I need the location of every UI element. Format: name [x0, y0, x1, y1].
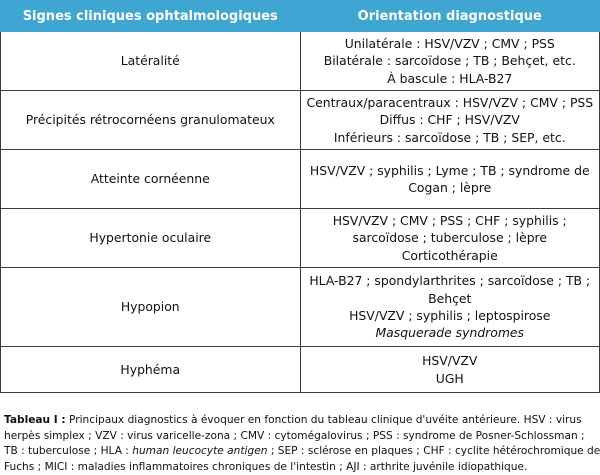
orientation-line: HSV/VZV ; CMV ; PSS ; CHF ; syphilis ;: [307, 212, 594, 229]
orientation-line: Cogan ; lèpre: [307, 179, 594, 196]
orientation-cell: [300, 347, 600, 393]
orientation-line: HSV/VZV ; syphilis ; leptospirose: [307, 307, 594, 324]
caption-line: [4, 444, 596, 460]
orientation-cell: [300, 32, 600, 91]
sign-cell: Hypopion: [1, 268, 301, 347]
caption-text: Principaux diagnostics à évoquer en fonction du tableau clinique d'uvéite antérieure. HSV : virus: [66, 414, 582, 426]
caption-text: TB : tuberculose ; HLA :: [4, 445, 132, 457]
caption-italic-term: human leucocyte antigen: [132, 445, 267, 457]
caption-line: Fuchs ; MICI : maladies inflammatoires chroniques de l'intestin ; AJI : arthrite juvénile idiopathique.: [4, 460, 596, 475]
table-caption: [4, 413, 596, 475]
orientation-line: Corticothérapie: [307, 247, 594, 264]
orientation-line: Centraux/paracentraux : HSV/VZV ; CMV ; PSS: [307, 94, 594, 111]
sign-cell: Précipités rétrocornéens granulomateux: [1, 91, 301, 150]
orientation-line: Masquerade syndromes: [307, 324, 594, 341]
table-row: [1, 268, 600, 347]
header-orientation: Orientation diagnostique: [300, 1, 600, 32]
caption-label: Tableau I :: [4, 414, 66, 426]
table-row: [1, 32, 600, 91]
table-row: [1, 209, 600, 268]
caption-line: herpès simplex ; VZV : virus varicelle-zona ; CMV : cytomégalovirus ; PSS : syndrome de Posner-Schlossman ;: [4, 429, 596, 445]
orientation-line: À bascule : HLA-B27: [307, 70, 594, 87]
orientation-line: Inférieurs : sarcoïdose ; TB ; SEP, etc.: [307, 129, 594, 146]
caption-line: [4, 413, 596, 429]
sign-cell: Hyphéma: [1, 347, 301, 393]
table-row: [1, 150, 600, 209]
orientation-line: Unilatérale : HSV/VZV ; CMV ; PSS: [307, 35, 594, 52]
orientation-cell: [300, 150, 600, 209]
orientation-line: HSV/VZV: [307, 352, 594, 369]
orientation-cell: [300, 91, 600, 150]
table-row: [1, 347, 600, 393]
orientation-line: Bilatérale : sarcoïdose ; TB ; Behçet, etc.: [307, 52, 594, 69]
orientation-line: Diffus : CHF ; HSV/VZV: [307, 111, 594, 128]
table-row: [1, 91, 600, 150]
sign-cell: Latéralité: [1, 32, 301, 91]
header-row: [1, 1, 600, 32]
orientation-line: HSV/VZV ; syphilis ; Lyme ; TB ; syndrome de: [307, 162, 594, 179]
orientation-cell: [300, 268, 600, 347]
orientation-cell: [300, 209, 600, 268]
orientation-line: Behçet: [307, 290, 594, 307]
sign-cell: Hypertonie oculaire: [1, 209, 301, 268]
orientation-line: HLA-B27 ; spondylarthrites ; sarcoïdose ; TB ;: [307, 272, 594, 289]
sign-cell: Atteinte cornéenne: [1, 150, 301, 209]
header-signs: Signes cliniques ophtalmologiques: [1, 1, 301, 32]
caption-text: ; SEP : sclérose en plaques ; CHF : cyclite hétérochromique de: [267, 445, 600, 457]
orientation-line: sarcoïdose ; tuberculose ; lèpre: [307, 229, 594, 246]
orientation-line: UGH: [307, 370, 594, 387]
